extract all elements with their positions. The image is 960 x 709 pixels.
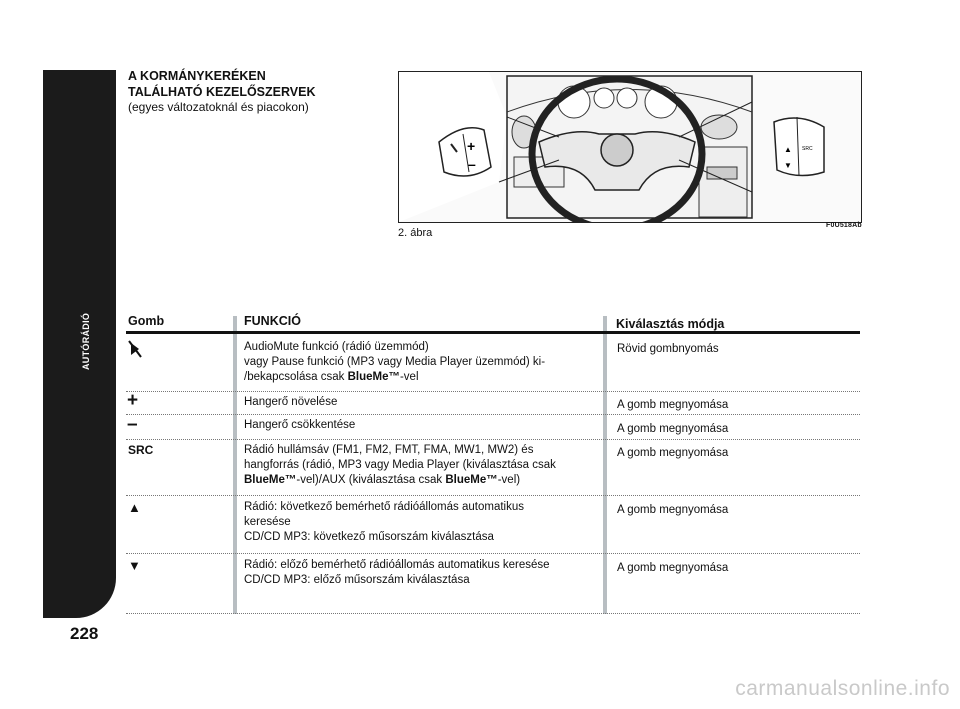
- header-button: Gomb: [128, 314, 165, 328]
- plus-symbol: +: [127, 390, 139, 411]
- header-function: FUNKCIÓ: [244, 314, 301, 328]
- pad-plus-label: +: [467, 138, 476, 154]
- pad-minus-label: –: [468, 156, 476, 172]
- row-up-function: [244, 500, 524, 545]
- header-mode: Kiválasztás módja: [616, 317, 725, 331]
- row-src-line3-mid: -vel)/AUX (kiválasztása csak: [296, 474, 446, 486]
- row-mute-mode: Rövid gombnyomás: [617, 343, 719, 355]
- row-src-line3-bold2: BlueMe™: [445, 474, 498, 486]
- figure-code: F0U518Ab: [826, 222, 862, 229]
- section-title-line2: TALÁLHATÓ KEZELŐSZERVEK: [128, 85, 316, 99]
- row-divider: [126, 439, 860, 440]
- row-down-line1: Rádió: előző bemérhető rádióállomás automatikus keresése: [244, 559, 550, 571]
- row-down-function: [244, 558, 550, 588]
- row-src-function: [244, 443, 556, 488]
- column-divider-2: [603, 316, 607, 614]
- header-rule: [126, 331, 860, 334]
- row-up-line3: CD/CD MP3: következő műsorszám kiválasztása: [244, 531, 494, 543]
- row-mute-line1: AudioMute funkció (rádió üzemmód): [244, 341, 429, 353]
- section-title-line1: A KORMÁNYKERÉKEN: [128, 69, 266, 83]
- pad-src-label: SRC: [802, 146, 813, 152]
- minus-symbol: –: [127, 414, 138, 435]
- row-mute-line3-post: -vel: [399, 371, 419, 383]
- row-minus-mode: A gomb megnyomása: [617, 423, 729, 435]
- row-mute-line3-bold: BlueMe™: [347, 371, 400, 383]
- row-plus-function: Hangerő növelése: [244, 396, 338, 408]
- up-arrow-icon: ▲: [128, 500, 141, 515]
- row-src-line2: hangforrás (rádió, MP3 vagy Media Player (kiválasztása csak: [244, 459, 556, 471]
- dashboard: [499, 76, 752, 222]
- row-down-mode: A gomb megnyomása: [617, 562, 729, 574]
- row-mute-line3-pre: /bekapcsolása csak: [244, 371, 348, 383]
- row-divider: [126, 613, 860, 614]
- row-minus-function: Hangerő csökkentése: [244, 419, 356, 431]
- watermark: carmanualsonline.info: [735, 677, 950, 700]
- left-control-pad: [399, 72, 507, 222]
- row-src-line3-post: -vel): [497, 474, 521, 486]
- right-control-pad: [774, 117, 824, 176]
- row-src-line3-bold1: BlueMe™: [244, 474, 297, 486]
- src-label: SRC: [128, 443, 154, 457]
- row-src-line3: [244, 473, 556, 488]
- row-mute-line2: vagy Pause funkció (MP3 vagy Media Player üzemmód) ki-: [244, 356, 546, 368]
- row-src-line1: Rádió hullámsáv (FM1, FM2, FMT, FMA, MW1, MW2) és: [244, 444, 534, 456]
- row-mute-line3: [244, 370, 545, 385]
- row-src-mode: A gomb megnyomása: [617, 447, 729, 459]
- row-up-line2: keresése: [244, 516, 291, 528]
- row-divider: [126, 391, 860, 392]
- row-down-line2: CD/CD MP3: előző műsorszám kiválasztása: [244, 574, 470, 586]
- row-up-mode: A gomb megnyomása: [617, 504, 729, 516]
- column-divider-1: [233, 316, 237, 614]
- row-divider: [126, 553, 860, 554]
- steering-wheel-figure: [398, 71, 862, 223]
- row-up-line1: Rádió: következő bemérhető rádióállomás automatikus: [244, 501, 524, 513]
- row-divider: [126, 414, 860, 415]
- pad-down-arrow-icon: ▼: [784, 161, 792, 170]
- mute-icon: [128, 340, 142, 363]
- down-arrow-icon: ▼: [128, 558, 141, 573]
- page-number: 228: [70, 624, 99, 643]
- pad-up-arrow-icon: ▲: [784, 145, 792, 154]
- section-subtitle: (egyes változatoknál és piacokon): [128, 100, 309, 114]
- row-mute-function: [244, 340, 545, 385]
- sidebar-label: AUTÓRÁDIÓ: [81, 312, 91, 370]
- figure-caption: 2. ábra: [398, 227, 433, 239]
- sidebar-tab: [43, 70, 116, 618]
- row-divider: [126, 495, 860, 496]
- row-plus-mode: A gomb megnyomása: [617, 399, 729, 411]
- steering-wheel-illustration: [399, 72, 861, 222]
- section-title: [128, 68, 316, 100]
- logo-emblem: [601, 134, 633, 166]
